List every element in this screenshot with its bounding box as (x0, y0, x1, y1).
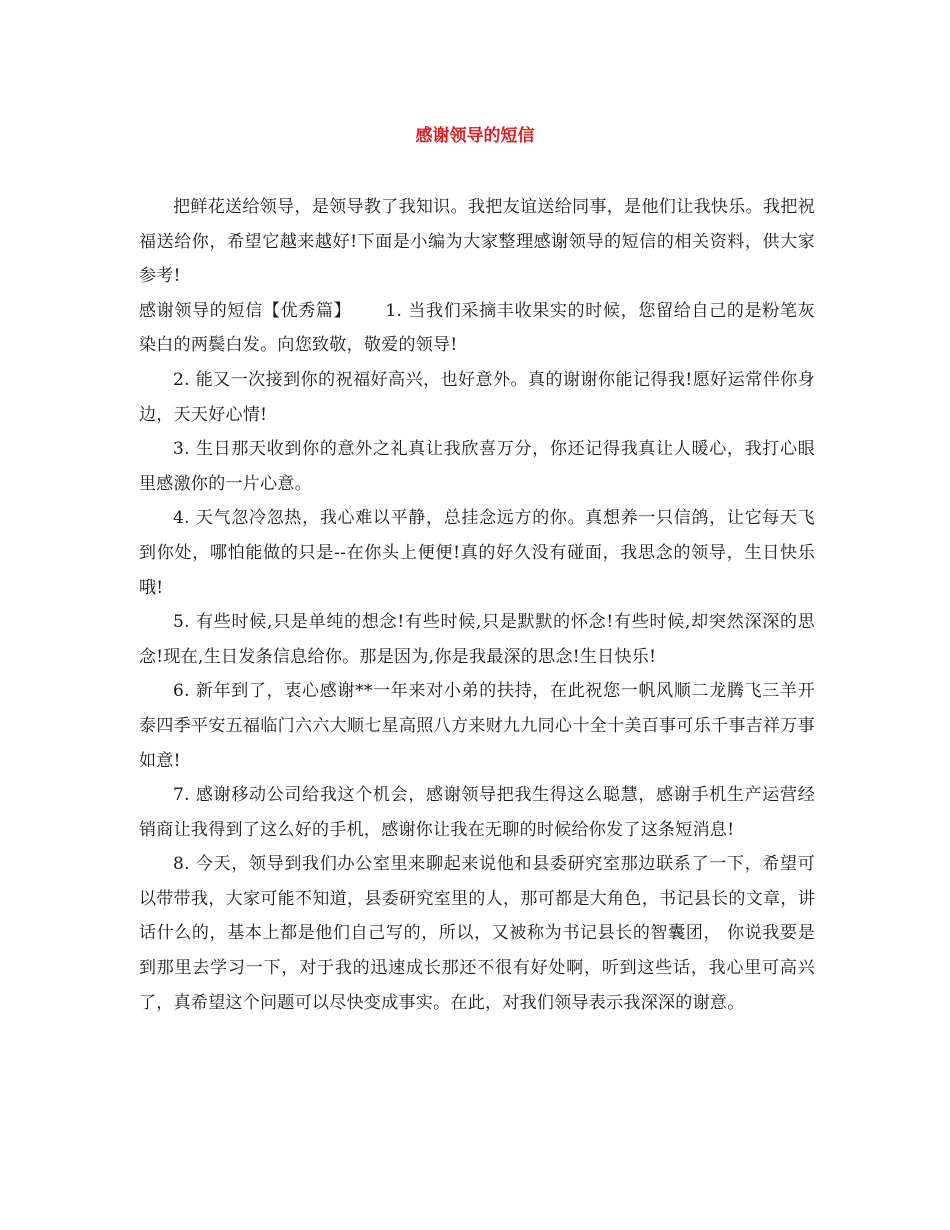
list-item: 2. 能又一次接到你的祝福好高兴，也好意外。真的谢谢你能记得我!愿好运常伴你身边，天天好心情! (139, 369, 815, 425)
intro-paragraph: 把鲜花送给领导，是领导教了我知识。我把友谊送给同事，是他们让我快乐。我把祝福送给你，希望它越来越好!下面是小编为大家整理感谢领导的短信的相关资料，供大家参考! (139, 197, 815, 287)
list-item: 8. 今天，领导到我们办公室里来聊起来说他和县委研究室那边联系了一下，希望可以带带我，大家可能不知道，县委研究室里的人，那可都是大角色，书记县长的文章，讲话什么的，基本上都是他们自己写的，所以，又被称为书记县长的智囊团， 你说我要是到那里去学习一下，对于我的迅速成长那还不很有好处啊，听到这些话，我心里可高兴了，真希望这个问题可以尽快变成事实。在此，对我们领导表示我深深的谢意。 (139, 854, 815, 1013)
list-item: 7. 感谢移动公司给我这个机会，感谢领导把我生得这么聪慧，感谢手机生产运营经销商让我得到了这么好的手机，感谢你让我在无聊的时候给你发了这条短消息! (139, 785, 815, 840)
list-item: 1. 当我们采摘丰收果实的时候，您留给自己的是粉笔灰染白的两鬓白发。向您致敬，敬爱的领导! (139, 300, 815, 356)
list-item: 3. 生日那天收到你的意外之礼真让我欣喜万分，你还记得我真让人暖心，我打心眼里感激你的一片心意。 (139, 439, 815, 494)
section-paragraph (139, 294, 815, 363)
document-body (139, 190, 815, 1020)
list-item: 5. 有些时候,只是单纯的想念!有些时候,只是默默的怀念!有些时候,却突然深深的思念!现在,生日发条信息给你。那是因为,你是我最深的思念!生日快乐! (139, 612, 815, 667)
list-item: 6. 新年到了，衷心感谢**一年来对小弟的扶持，在此祝您一帆风顺二龙腾飞三羊开泰四季平安五福临门六六大顺七星高照八方来财九九同心十全十美百事可乐千事吉祥万事如意! (139, 681, 815, 771)
list-item: 4. 天气忽冷忽热，我心难以平静，总挂念远方的你。真想养一只信鸽，让它每天飞到你处，哪怕能做的只是--在你头上便便!真的好久没有碰面，我思念的领导，生日快乐哦! (139, 508, 815, 598)
section-label: 感谢领导的短信【优秀篇】 (139, 300, 352, 321)
document-title: 感谢领导的短信 (415, 126, 535, 146)
